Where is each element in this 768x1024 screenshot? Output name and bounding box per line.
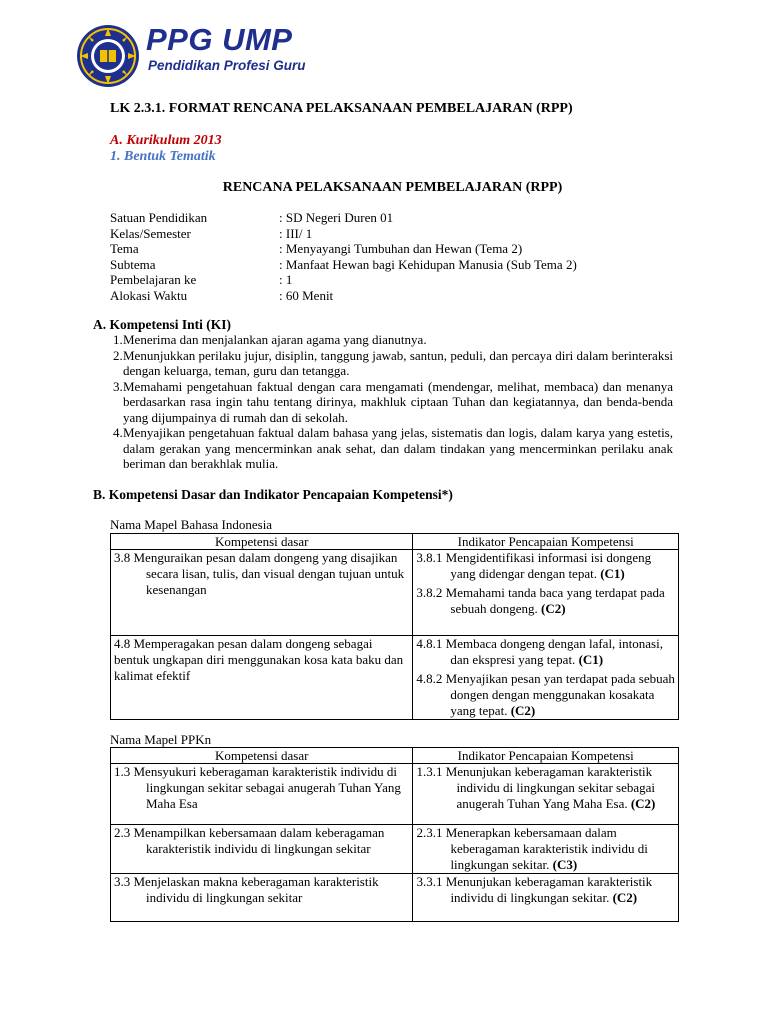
kd-table xyxy=(110,747,679,922)
mapel-title: Nama Mapel PPKn xyxy=(110,732,212,747)
cognitive-level: (C2) xyxy=(630,796,656,811)
list-item xyxy=(93,348,673,379)
university-seal-icon xyxy=(76,24,140,88)
info-label: Subtema xyxy=(110,256,156,272)
list-item xyxy=(93,379,673,426)
indicator-text: 3.3.1 Menunjukan keberagaman karakteristik individu di lingkungan sekitar. xyxy=(416,874,653,905)
indicator-text: 3.8.2 Memahami tanda baca yang terdapat pada sebuah dongeng. xyxy=(416,585,665,616)
indicator-cell xyxy=(413,764,679,825)
column-header-ipk: Indikator Pencapaian Kompetensi xyxy=(413,534,679,550)
table-header-row xyxy=(111,748,679,764)
section-form: 1. Bentuk Tematik xyxy=(110,149,216,164)
cognitive-level: (C2) xyxy=(510,703,536,718)
indicator-item xyxy=(416,671,675,719)
kd-cell xyxy=(111,874,413,922)
indicator-text: 4.8.2 Menyajikan pesan yan terdapat pada sebuah dongen dengan menggunakan kosakata yang tepat. xyxy=(416,671,675,718)
cognitive-level: (C2) xyxy=(612,890,638,905)
cognitive-level: (C1) xyxy=(600,566,625,581)
indicator-item xyxy=(416,636,675,668)
indicator-cell xyxy=(413,825,679,874)
document-title: LK 2.3.1. FORMAT RENCANA PELAKSANAAN PEMBELAJARAN (RPP) xyxy=(110,101,573,116)
kd-cell xyxy=(111,825,413,874)
indicator-item xyxy=(416,874,675,906)
column-header-kd: Kompetensi dasar xyxy=(111,748,413,764)
brand-name: PPG UMP xyxy=(146,22,293,57)
info-value: : 60 Menit xyxy=(279,287,334,303)
list-item xyxy=(93,425,673,472)
table-row xyxy=(111,825,679,874)
indicator-text: 4.8.1 Membaca dongeng dengan lafal, intonasi, dan ekspresi yang tepat. xyxy=(416,636,663,667)
ki-text: Menyajikan pengetahuan faktual dalam bahasa yang jelas, sistematis dan logis, dalam karya yang estetis, dalam gerakan yang mencerminkan anak sehat, dan dalam tindakan yang mencerminkan perilaku anak beriman dan berakhlak mulia. xyxy=(123,425,673,471)
indicator-text: 1.3.1 Menunjukan keberagaman karakteristik individu di lingkungan sekitar sebagai anugerah Tuhan Yang Maha Esa. xyxy=(416,764,656,811)
ki-heading: A. Kompetensi Inti (KI) xyxy=(93,317,231,332)
table-row xyxy=(111,764,679,825)
column-header-kd: Kompetensi dasar xyxy=(111,534,413,550)
info-value: : Manfaat Hewan bagi Kehidupan Manusia (Sub Tema 2) xyxy=(279,256,577,272)
ki-text: Memahami pengetahuan faktual dengan cara mengamati (mendengar, melihat, membaca) dan menanya berdasarkan rasa ingin tahu tentang dirinya, makhluk ciptaan Tuhan dan kegiatannya, dan benda-benda yang dijumpainya di rumah dan di sekolah. xyxy=(123,378,673,425)
info-value: : SD Negeri Duren 01 xyxy=(279,210,394,225)
column-header-ipk: Indikator Pencapaian Kompetensi xyxy=(413,748,679,764)
info-value: : III/ 1 xyxy=(279,225,313,241)
info-value: : 1 xyxy=(279,272,293,287)
mapel-title: Nama Mapel Bahasa Indonesia xyxy=(110,517,273,532)
kd-cell xyxy=(111,636,413,720)
table-row xyxy=(111,550,679,636)
info-value: : Menyayangi Tumbuhan dan Hewan (Tema 2) xyxy=(279,241,523,256)
kd-text: 3.3 Menjelaskan makna keberagaman karakteristik individu di lingkungan sekitar xyxy=(114,874,379,905)
indicator-item xyxy=(416,764,675,812)
info-label: Tema xyxy=(110,241,139,256)
kd-text: 3.8 Menguraikan pesan dalam dongeng yang disajikan secara lisan, tulis, dan visual dengan tujuan untuk kesenangan xyxy=(114,550,405,597)
indicator-item xyxy=(416,550,675,582)
kd-table xyxy=(110,533,679,720)
table-row xyxy=(111,636,679,720)
cognitive-level: (C3) xyxy=(552,857,578,872)
kd-text: 4.8 Memperagakan pesan dalam dongeng sebagai bentuk ungkapan diri menggunakan kosa kata baku dan kalimat efektif xyxy=(114,636,404,683)
ki-number: 3. xyxy=(113,378,123,394)
ki-number: 2. xyxy=(113,347,123,363)
table-header-row xyxy=(111,534,679,550)
kd-heading: B. Kompetensi Dasar dan Indikator Pencapaian Kompetensi*) xyxy=(93,487,453,502)
brand-subtitle: Pendidikan Profesi Guru xyxy=(148,58,306,73)
ki-list xyxy=(93,332,673,472)
ki-number: 4. xyxy=(113,425,123,440)
info-label: Alokasi Waktu xyxy=(110,287,188,303)
section-curriculum: A. Kurikulum 2013 xyxy=(110,133,222,148)
ki-text: Menunjukkan perilaku jujur, disiplin, tanggung jawab, santun, peduli, dan percaya diri dalam berinteraksi dengan keluarga, teman, guru dan tetangga. xyxy=(123,347,673,378)
rpp-title: RENCANA PELAKSANAAN PEMBELAJARAN (RPP) xyxy=(222,180,563,195)
indicator-item xyxy=(416,585,675,617)
kd-cell xyxy=(111,550,413,636)
info-label: Kelas/Semester xyxy=(110,225,191,241)
indicator-cell xyxy=(413,550,679,636)
kd-text: 1.3 Mensyukuri keberagaman karakteristik individu di lingkungan sekitar sebagai anugerah Tuhan Yang Maha Esa xyxy=(114,764,401,811)
indicator-item xyxy=(416,825,675,873)
list-item xyxy=(93,332,673,348)
info-label: Satuan Pendidikan xyxy=(110,210,208,225)
indicator-cell xyxy=(413,874,679,922)
table-row xyxy=(111,874,679,922)
kd-cell xyxy=(111,764,413,825)
indicator-text: 2.3.1 Menerapkan kebersamaan dalam keberagaman karakteristik individu di lingkungan sekitar. xyxy=(416,825,648,872)
kd-text: 2.3 Menampilkan kebersamaan dalam keberagaman karakteristik individu di lingkungan sekitar xyxy=(114,825,385,856)
cognitive-level: (C1) xyxy=(578,652,604,667)
info-label: Pembelajaran ke xyxy=(110,272,197,287)
ki-number: 1. xyxy=(113,332,123,347)
indicator-cell xyxy=(413,636,679,720)
cognitive-level: (C2) xyxy=(541,601,566,616)
indicator-text: 3.8.1 Mengidentifikasi informasi isi dongeng yang didengar dengan tepat. xyxy=(416,550,652,581)
ki-text: Menerima dan menjalankan ajaran agama yang dianutnya. xyxy=(123,332,427,347)
